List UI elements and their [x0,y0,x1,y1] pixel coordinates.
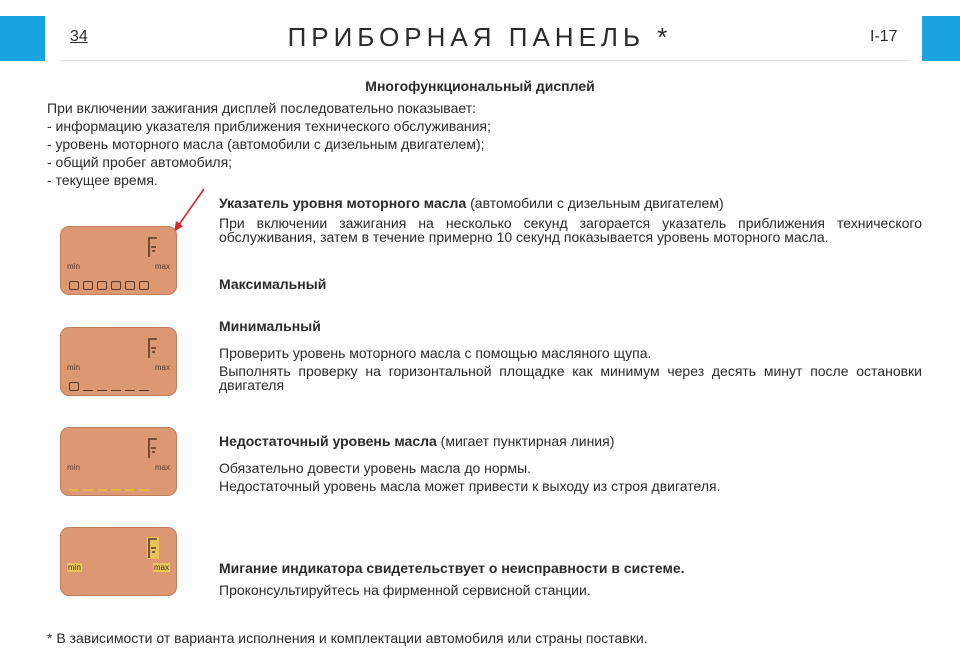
max-label: max [153,563,169,572]
blue-corner-tab-right [922,16,960,61]
section-subheading: Многофункциональный дисплей [365,78,595,94]
level-segment-filled [111,281,121,290]
minimum-line: Выполнять проверку на горизонтальной площадке как минимум через десять минут после остановки двигателя [219,363,922,393]
level-segment-filled [83,281,93,290]
oil-gauge-icon [147,437,159,459]
low-level-line: Недостаточный уровень масла может привести к выходу из строя двигателя. [219,478,721,494]
minimum-block [219,319,922,392]
max-label: max [154,363,170,372]
level-segment-blinking [83,482,93,491]
level-segment-empty [97,382,107,391]
oil-level-title: Указатель уровня моторного масла [219,195,467,211]
page-title: ПРИБОРНАЯ ПАНЕЛЬ * [287,22,673,52]
level-segment-blinking [111,482,121,491]
oil-gauge-icon [147,236,159,258]
intro-item: - информацию указателя приближения технического обслуживания; [47,118,491,134]
header-divider [60,60,910,61]
oil-level-block [219,196,922,244]
level-segment-empty [125,382,135,391]
min-label: min [67,463,80,472]
level-segment-blinking [69,482,79,491]
level-segment-empty [139,382,149,391]
level-segments [69,382,149,391]
level-segment-filled [69,281,79,290]
level-segments-blinking [69,482,149,491]
oil-display-minimum [60,327,177,396]
oil-level-text: При включении зажигания на несколько секунд загорается указатель приближения технического обслуживания, затем в течение примерно 10 секунд показывается уровень моторного масла. [219,215,922,245]
intro-item: - общий пробег автомобиля; [47,154,233,170]
level-segment-empty [111,382,121,391]
low-level-line: Обязательно довести уровень масла до нормы. [219,460,532,476]
min-label: min [67,363,80,372]
level-segment-filled [125,281,135,290]
oil-display-fault [60,527,177,596]
level-segment-blinking [125,482,135,491]
max-label: max [154,262,170,271]
minimum-title: Минимальный [219,318,321,334]
page-number: 34 [70,28,88,45]
minimum-line: Проверить уровень моторного масла с помощью масляного щупа. [219,345,652,361]
intro-list [47,99,491,189]
level-segment-filled [69,382,79,391]
red-arrow-icon [168,186,208,234]
fault-block [219,561,922,597]
intro-item: - уровень моторного масла (автомобили с дизельным двигателем); [47,136,485,152]
blue-corner-tab-left [0,16,45,61]
level-segment-blinking [139,482,149,491]
level-segment-empty [83,382,93,391]
intro-lead: При включении зажигания дисплей последовательно показывает: [47,100,476,116]
level-segment-filled [97,281,107,290]
oil-display-low [60,427,177,496]
low-level-title-note: (мигает пунктирная линия) [436,433,615,449]
section-code: I-17 [870,28,898,45]
min-label: min [68,563,81,572]
fault-title: Мигание индикатора свидетельствует о неисправности в системе. [219,560,685,576]
low-level-title: Недостаточный уровень масла [219,433,437,449]
low-level-block [219,434,922,493]
max-label: max [154,463,170,472]
oil-display-maximum [60,226,177,295]
maximum-title: Максимальный [219,276,327,292]
oil-gauge-icon [147,537,159,559]
level-segment-filled [139,281,149,290]
fault-line: Проконсультируйтесь на фирменной сервисной станции. [219,582,591,598]
intro-item: - текущее время. [47,172,158,188]
level-segment-blinking [97,482,107,491]
oil-level-title-note: (автомобили с дизельным двигателем) [466,195,724,211]
level-segments [69,281,149,290]
footnote: * В зависимости от варианта исполнения и комплектации автомобиля или страны поставки. [47,630,648,646]
oil-gauge-icon [147,337,159,359]
min-label: min [67,262,80,271]
